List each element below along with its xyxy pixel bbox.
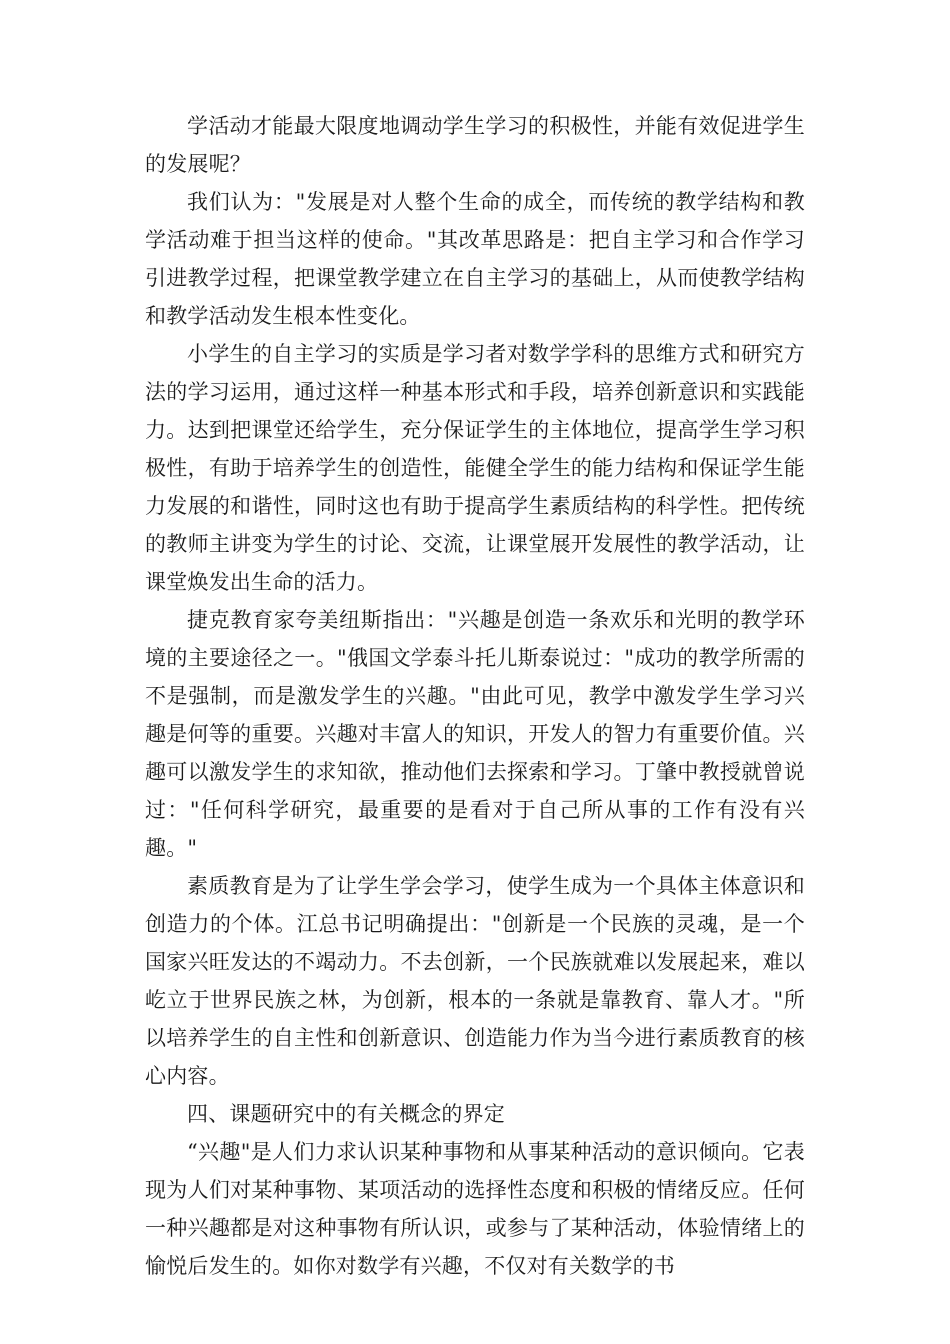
document-page bbox=[145, 107, 805, 1285]
paragraph-5: 素质教育是为了让学生学会学习，使学生成为一个具体主体意识和创造力的个体。江总书记明确提出："创新是一个民族的灵魂，是一个国家兴旺发达的不竭动力。不去创新，一个民族就难以发展起来，难以屹立于世界民族之林，为创新，根本的一条就是靠教育、靠人才。"所以培养学生的自主性和创新意识、创造能力作为当今进行素质教育的核心内容。 bbox=[145, 874, 805, 1088]
section-heading-4: 四、课题研究中的有关概念的界定 bbox=[187, 1102, 505, 1126]
paragraph-2: 我们认为："发展是对人整个生命的成全，而传统的教学结构和教学活动难于担当这样的使命。"其改革思路是：把自主学习和合作学习引进教学过程，把课堂教学建立在自主学习的基础上，从而使教学结构和教学活动发生根本性变化。 bbox=[145, 190, 805, 328]
paragraph-6: “兴趣"是人们力求认识某种事物和从事某种活动的意识倾向。它表现为人们对某种事物、某项活动的选择性态度和积极的情绪反应。任何一种兴趣都是对这种事物有所认识，或参与了某种活动，体验情绪上的愉悦后发生的。如你对数学有兴趣，不仅对有关数学的书 bbox=[145, 1140, 805, 1278]
paragraph-4: 捷克教育家夸美纽斯指出："兴趣是创造一条欢乐和光明的教学环境的主要途径之一。"俄国文学泰斗托儿斯泰说过："成功的教学所需的不是强制，而是激发学生的兴趣。"由此可见，教学中激发学生学习兴趣是何等的重要。兴趣对丰富人的知识，开发人的智力有重要价值。兴趣可以激发学生的求知欲，推动他们去探索和学习。丁肇中教授就曾说过："任何科学研究，最重要的是看对于自己所从事的工作有没有兴趣。" bbox=[145, 608, 805, 860]
paragraph-1: 学活动才能最大限度地调动学生学习的积极性，并能有效促进学生的发展呢？ bbox=[145, 114, 805, 176]
paragraph-3: 小学生的自主学习的实质是学习者对数学学科的思维方式和研究方法的学习运用，通过这样一种基本形式和手段，培养创新意识和实践能力。达到把课堂还给学生，充分保证学生的主体地位，提高学生学习积极性，有助于培养学生的创造性，能健全学生的能力结构和保证学生能力发展的和谐性，同时这也有助于提高学生素质结构的科学性。把传统的教师主讲变为学生的讨论、交流，让课堂展开发展性的教学活动，让课堂焕发出生命的活力。 bbox=[145, 342, 805, 594]
